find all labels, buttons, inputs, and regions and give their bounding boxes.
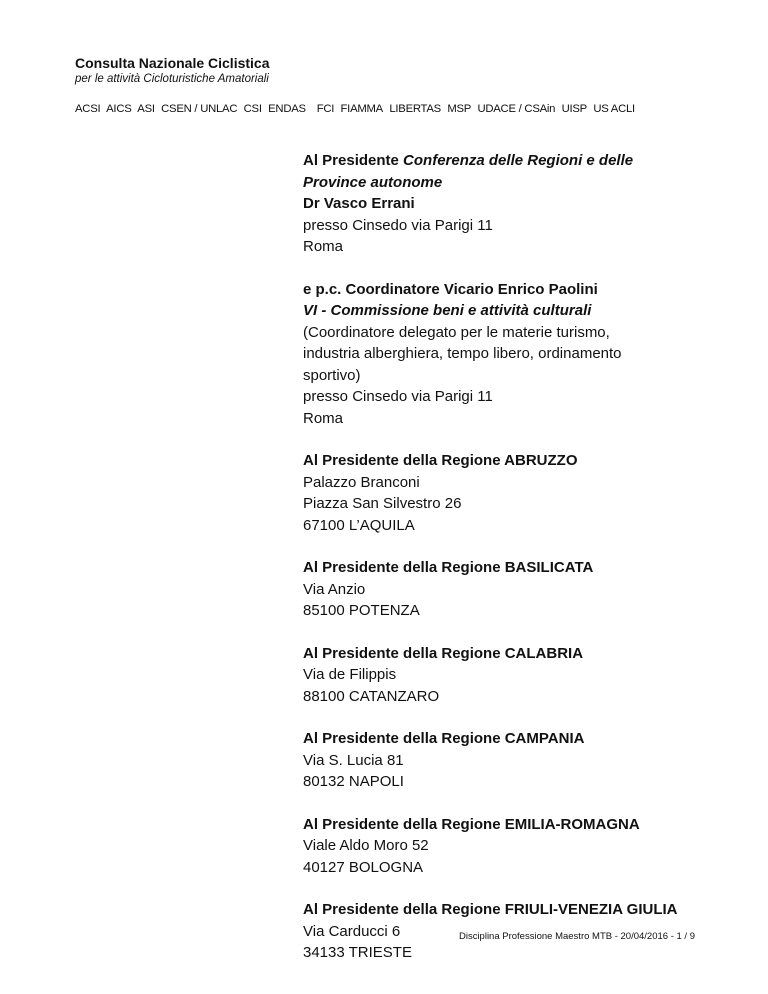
recipient-organization: Conferenza delle Regioni e delle bbox=[403, 152, 634, 169]
recipient-address-line: Via de Filippis bbox=[303, 666, 397, 683]
recipient-title: Al Presidente della Regione CAMPANIA bbox=[303, 730, 585, 747]
recipient-address-line: Piazza San Silvestro 26 bbox=[303, 495, 462, 512]
recipient-city: Roma bbox=[303, 409, 344, 427]
recipient-title: e p.c. Coordinatore Vicario Enrico Paolini bbox=[303, 280, 598, 298]
member-org: AICS bbox=[106, 103, 132, 115]
recipient-coordinatore bbox=[303, 279, 723, 430]
recipient-address-line: Via Anzio bbox=[303, 580, 366, 598]
member-org: LIBERTAS bbox=[389, 103, 441, 115]
organization-name: Consulta Nazionale Ciclistica bbox=[75, 55, 270, 71]
recipient-organization-cont: Province autonome bbox=[303, 173, 443, 191]
member-org: US ACLI bbox=[593, 103, 635, 115]
recipient-note: sportivo) bbox=[303, 366, 361, 384]
recipient-title: Al Presidente della Regione BASILICATA bbox=[303, 559, 594, 576]
member-org: FCI bbox=[316, 103, 335, 115]
recipient-title bbox=[303, 150, 723, 172]
recipient-address-line: 88100 CATANZARO bbox=[303, 687, 440, 705]
recipient-title: Al Presidente della Regione ABRUZZO bbox=[303, 452, 578, 469]
recipient-title-prefix: Al Presidente bbox=[303, 152, 404, 169]
recipient-address-line: 40127 BOLOGNA bbox=[303, 858, 424, 876]
recipient-conferenza bbox=[303, 150, 723, 258]
recipient-city: Roma bbox=[303, 238, 344, 255]
recipient-title: Al Presidente della Regione CALABRIA bbox=[303, 644, 584, 662]
recipient-address-line: Viale Aldo Moro 52 bbox=[303, 837, 429, 854]
recipient-address-line: Via S. Lucia 81 bbox=[303, 751, 404, 769]
recipient-region-emilia-romagna bbox=[303, 814, 723, 879]
recipient-region-abruzzo bbox=[303, 450, 723, 536]
organization-subtitle: per le attività Cicloturistiche Amatoriali bbox=[75, 73, 269, 85]
recipient-title: Al Presidente della Regione FRIULI-VENEZIA GIULIA bbox=[303, 901, 678, 918]
member-org: CSI bbox=[243, 103, 262, 115]
recipient-region-basilicata bbox=[303, 557, 723, 622]
letterhead bbox=[75, 55, 735, 116]
member-org: ENDAS bbox=[268, 103, 306, 115]
member-org: CSEN / UNLAC bbox=[161, 103, 238, 115]
recipient-list bbox=[303, 150, 723, 985]
page-footer: Disciplina Professione Maestro MTB - 20/04/2016 - 1 / 9 bbox=[458, 931, 695, 942]
recipient-note: (Coordinatore delegato per le materie turismo, bbox=[303, 323, 610, 341]
recipient-region-calabria bbox=[303, 643, 723, 708]
recipient-address-line: 67100 L’AQUILA bbox=[303, 516, 415, 534]
recipient-address-line: 85100 POTENZA bbox=[303, 602, 420, 619]
recipient-address-line: 34133 TRIESTE bbox=[303, 944, 412, 961]
member-org: UISP bbox=[561, 103, 587, 115]
recipient-name: Dr Vasco Errani bbox=[303, 195, 415, 212]
member-org: ACSI bbox=[75, 103, 101, 115]
recipient-commission: VI - Commissione beni e attività culturali bbox=[303, 302, 592, 319]
recipient-address-line: Via Carducci 6 bbox=[303, 922, 401, 940]
member-org: FIAMMA bbox=[340, 103, 383, 115]
member-organizations bbox=[75, 102, 735, 116]
recipient-address-line: Palazzo Branconi bbox=[303, 473, 420, 491]
recipient-address-line: 80132 NAPOLI bbox=[303, 773, 404, 790]
recipient-address: presso Cinsedo via Parigi 11 bbox=[303, 388, 493, 405]
member-org: ASI bbox=[137, 103, 155, 115]
recipient-region-campania bbox=[303, 728, 723, 793]
member-org: MSP bbox=[447, 103, 472, 115]
member-org: UDACE / CSAin bbox=[477, 103, 556, 115]
recipient-title: Al Presidente della Regione EMILIA-ROMAGNA bbox=[303, 815, 640, 833]
recipient-address: presso Cinsedo via Parigi 11 bbox=[303, 216, 493, 234]
recipient-note: industria alberghiera, tempo libero, ordinamento bbox=[303, 345, 622, 362]
